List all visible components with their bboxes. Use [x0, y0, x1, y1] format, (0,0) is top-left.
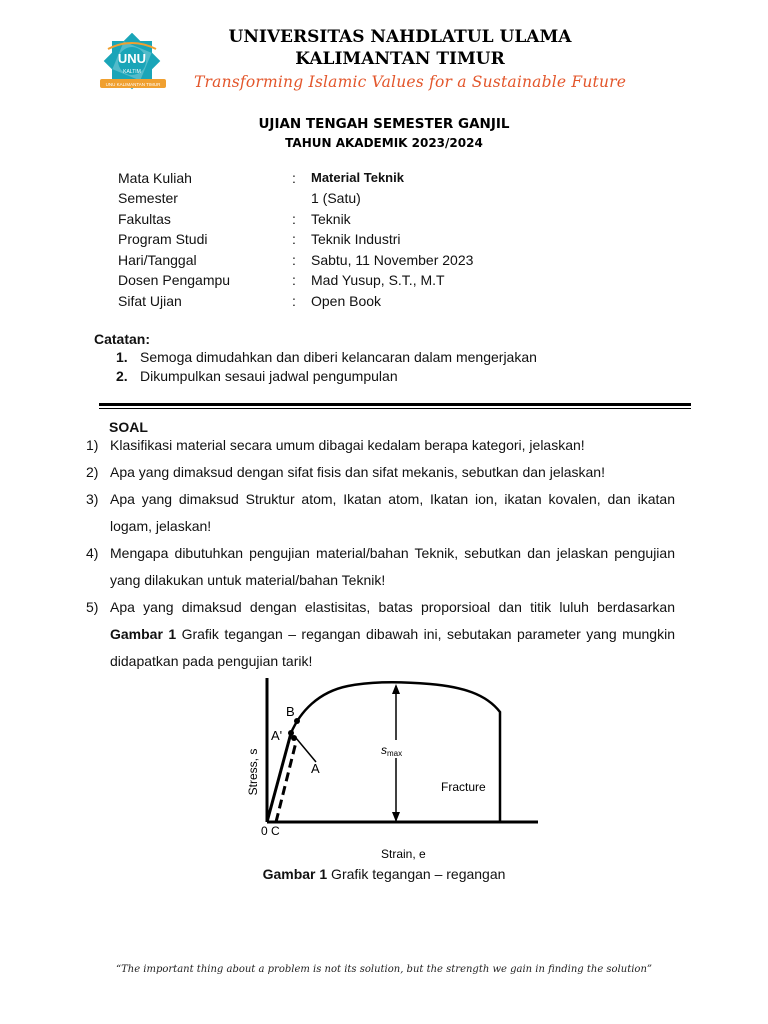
- x-axis-label: Strain, e: [381, 847, 426, 861]
- info-label: Semester: [118, 190, 178, 206]
- note-item: [116, 349, 537, 365]
- exam-title: UJIAN TENGAH SEMESTER GANJIL: [258, 116, 510, 132]
- caption-bold: Gambar 1: [262, 866, 328, 882]
- question-item: [86, 486, 675, 540]
- point-b-marker: [294, 718, 300, 724]
- university-tagline: Transforming Islamic Values for a Sustainable Future: [194, 73, 627, 91]
- university-name-line2: KALIMANTAN TIMUR: [295, 49, 505, 69]
- question-number: 4): [86, 545, 99, 561]
- info-colon: :: [292, 231, 296, 247]
- logo-text: UNU: [117, 51, 147, 66]
- label-smax-s: s: [381, 743, 387, 757]
- info-colon: :: [292, 211, 296, 227]
- info-label: Mata Kuliah: [118, 170, 192, 186]
- info-value: Teknik Industri: [311, 231, 401, 247]
- figure-reference: Gambar 1: [110, 626, 177, 642]
- label-point-b: B: [286, 704, 295, 719]
- y-axis-label: Stress, s: [246, 748, 260, 796]
- section-divider: [99, 403, 691, 406]
- point-a-pointer: [296, 738, 316, 762]
- section-divider-thin: [99, 408, 691, 409]
- info-value: Mad Yusup, S.T., M.T: [311, 272, 445, 288]
- question-text: Apa yang dimaksud Struktur atom, Ikatan atom, Ikatan ion, ikatan kovalen, dan ikatan logam, jelaskan!: [110, 491, 675, 534]
- logo-subtext: KALTIM: [123, 69, 141, 75]
- note-text: Dikumpulkan sesaui jadwal pengumpulan: [140, 368, 398, 384]
- question-item: [86, 432, 675, 459]
- info-label: Program Studi: [118, 231, 208, 247]
- info-value: Sabtu, 11 November 2023: [311, 252, 474, 268]
- info-label: Hari/Tanggal: [118, 252, 197, 268]
- question-item: [86, 594, 675, 675]
- info-colon: :: [292, 252, 296, 268]
- note-text: Semoga dimudahkan dan diberi kelancaran dalam mengerjakan: [140, 349, 537, 365]
- question-text: Klasifikasi material secara umum dibagai kedalam berapa kategori, jelaskan!: [110, 437, 585, 453]
- questions-heading: SOAL: [109, 419, 148, 435]
- info-value: Teknik: [311, 211, 351, 227]
- question-number: 2): [86, 464, 99, 480]
- label-smax-sub: max: [387, 749, 403, 758]
- smax-arrow-top: [392, 684, 400, 694]
- question-text-part: Grafik tegangan – regangan dibawah ini, sebutakan parameter yang mungkin didapatkan pada pengujian tarik!: [110, 626, 675, 669]
- question-text: Apa yang dimaksud dengan sifat fisis dan sifat mekanis, sebutkan dan jelaskan!: [110, 464, 605, 480]
- question-number: 3): [86, 491, 99, 507]
- question-number: 1): [86, 437, 99, 453]
- info-label: Fakultas: [118, 211, 171, 227]
- point-a-prime-marker: [288, 730, 294, 736]
- question-text-part: Apa yang dimaksud dengan elastisitas, batas proporsioal dan titik luluh berdasarkan: [110, 599, 675, 615]
- info-label: Sifat Ujian: [118, 293, 182, 309]
- info-colon: :: [292, 272, 296, 288]
- university-name-line1: UNIVERSITAS NAHDLATUL ULAMA: [228, 27, 572, 47]
- notes-title: Catatan:: [94, 331, 151, 347]
- label-fracture: Fracture: [441, 780, 486, 794]
- info-value: Material Teknik: [311, 170, 404, 185]
- label-origin: 0 C: [261, 824, 280, 838]
- info-colon: :: [292, 170, 296, 186]
- figure-caption: [0, 866, 768, 882]
- question-number: 5): [86, 599, 99, 615]
- question-text: [110, 594, 675, 675]
- info-value: Open Book: [311, 293, 382, 309]
- info-colon: :: [292, 293, 296, 309]
- footer-quote: “The important thing about a problem is not its solution, but the strength we gain in finding the solution”: [115, 964, 652, 975]
- university-logo: [96, 33, 172, 95]
- question-item: [86, 540, 675, 594]
- label-point-a-prime: A': [271, 728, 283, 743]
- stress-strain-figure: [238, 672, 558, 862]
- academic-year: TAHUN AKADEMIK 2023/2024: [285, 136, 483, 150]
- info-value: 1 (Satu): [311, 190, 361, 206]
- question-item: [86, 459, 675, 486]
- caption-text: Grafik tegangan – regangan: [327, 866, 506, 882]
- question-text: Mengapa dibutuhkan pengujian material/bahan Teknik, sebutkan dan jelaskan pengujian yang dilakukan untuk material/bahan Teknik!: [110, 545, 675, 588]
- label-point-a: A: [311, 761, 320, 776]
- note-number: 1.: [116, 349, 128, 365]
- note-item: [116, 368, 398, 384]
- info-label: Dosen Pengampu: [118, 272, 231, 288]
- logo-ribbon-text: UNU KALIMANTAN TIMUR: [105, 82, 161, 87]
- note-number: 2.: [116, 368, 128, 384]
